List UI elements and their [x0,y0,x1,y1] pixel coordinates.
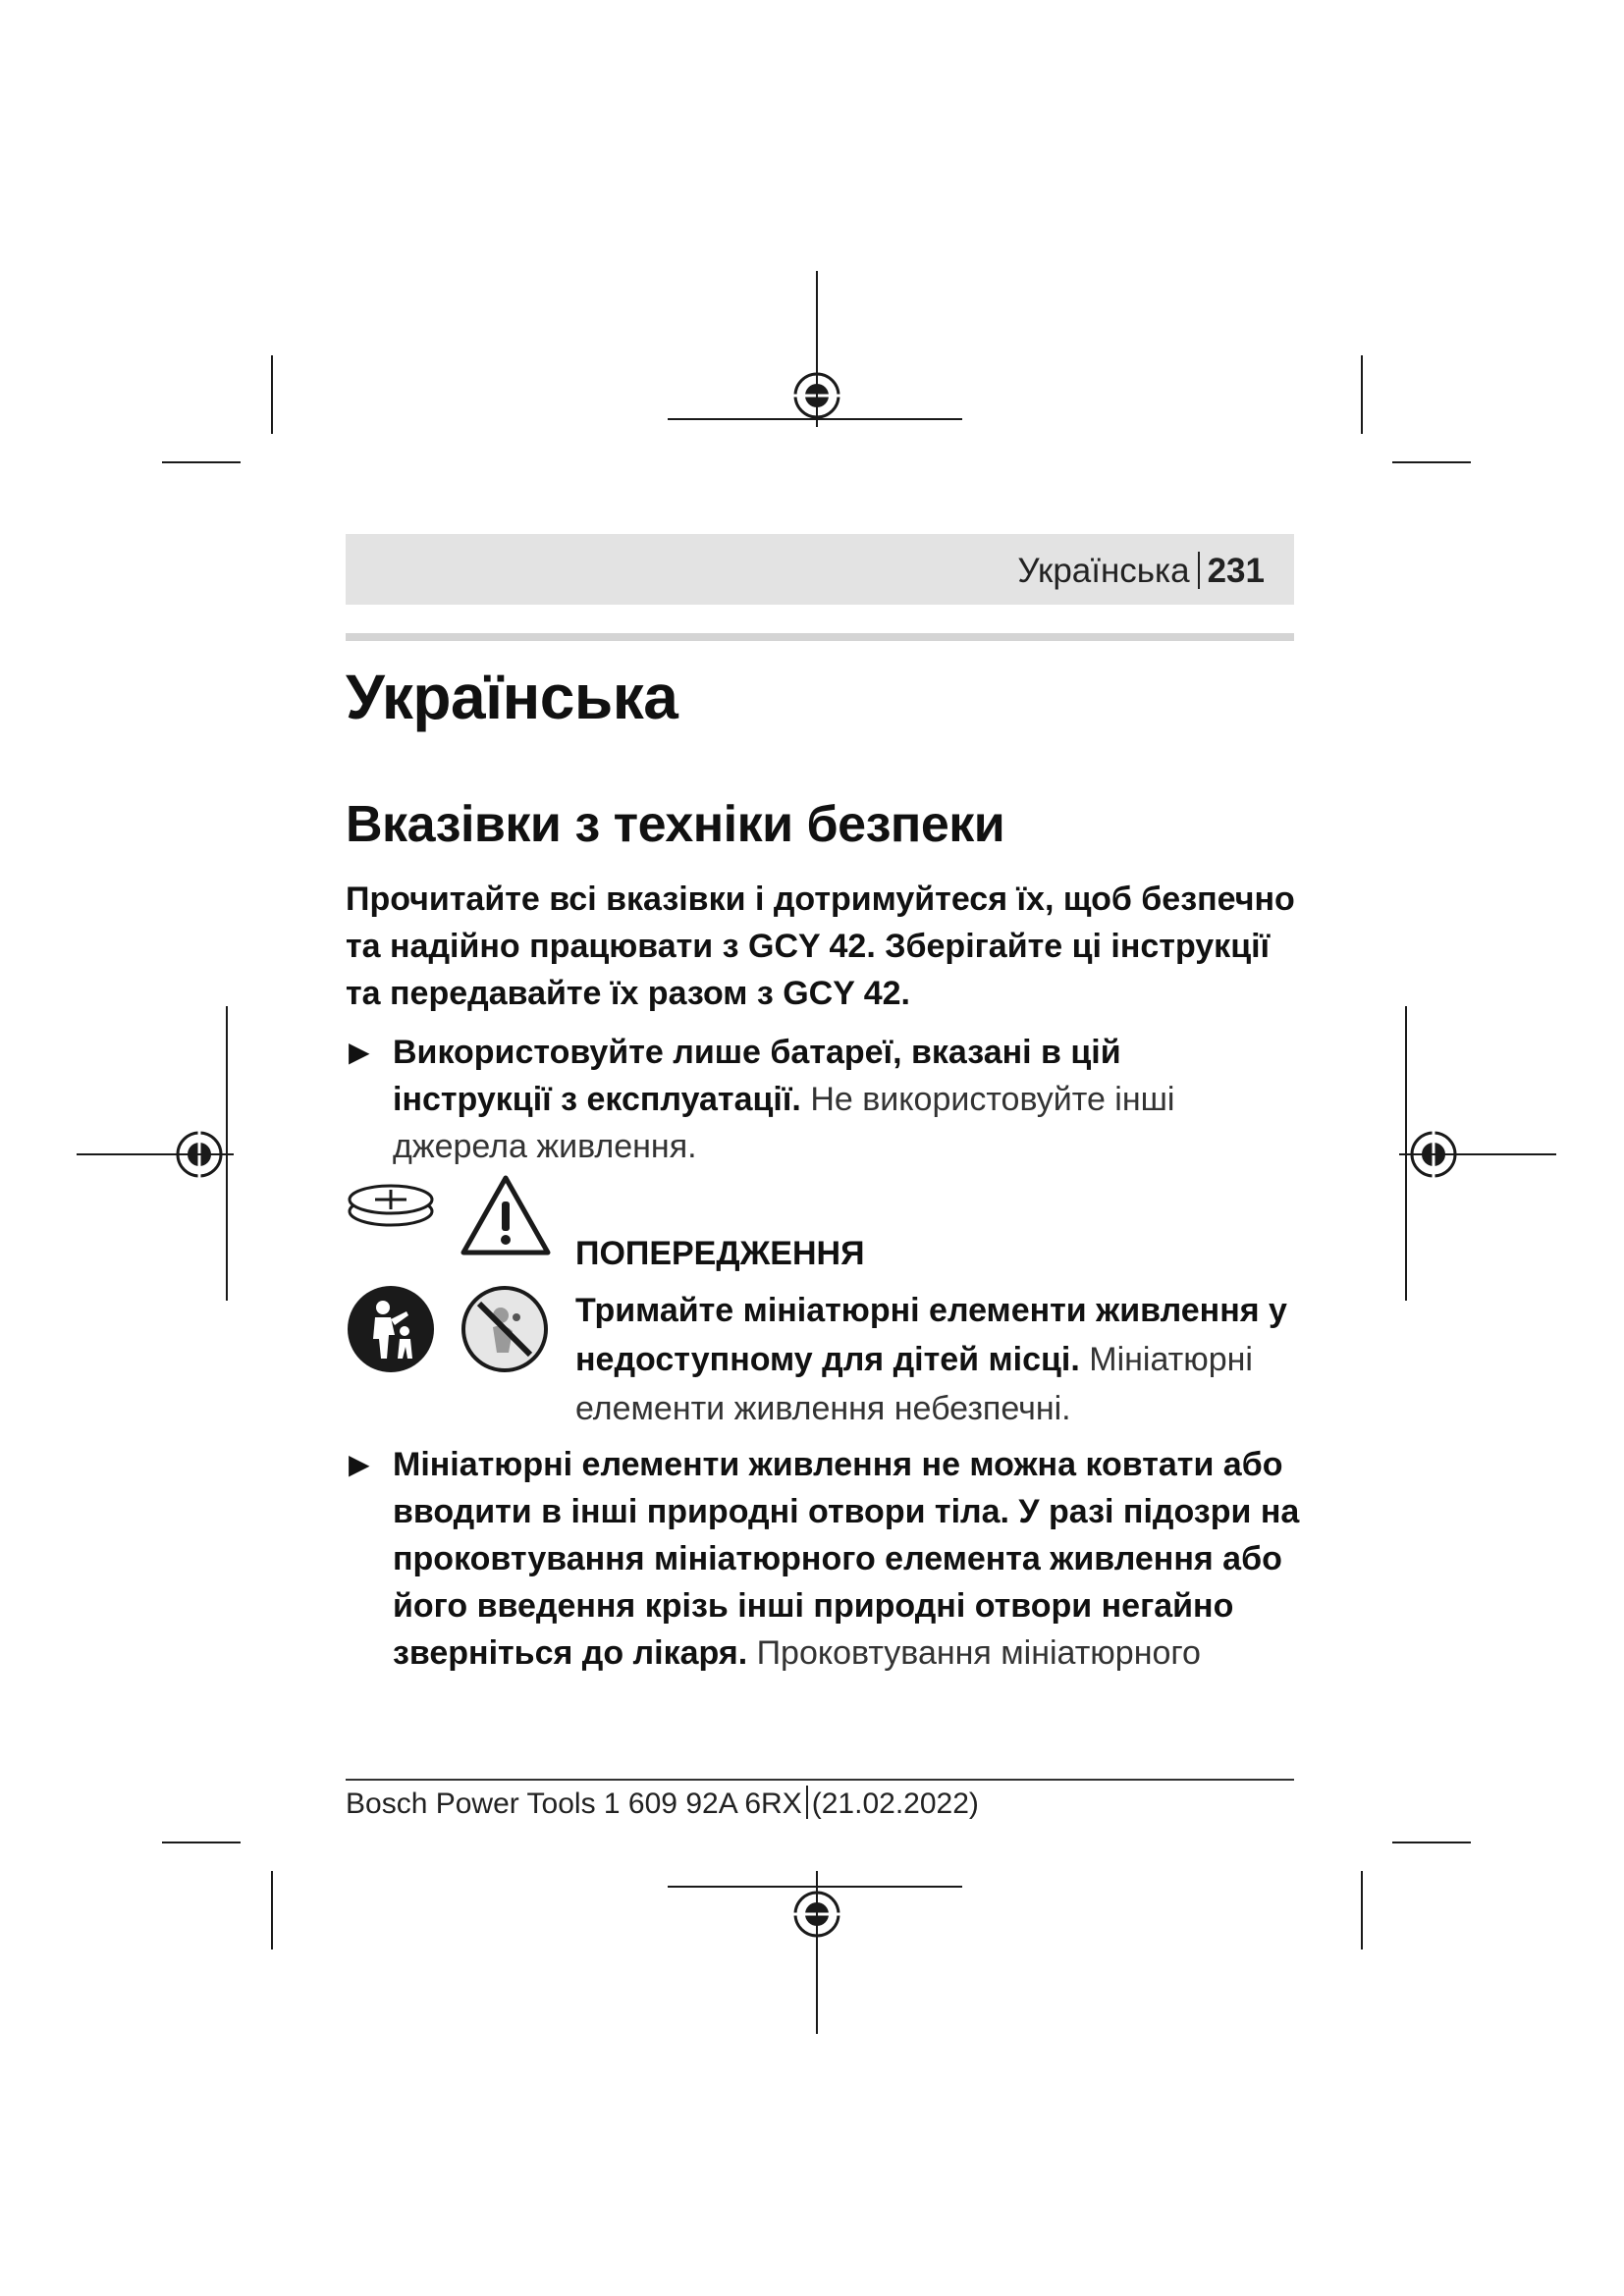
registration-mark [168,1123,231,1186]
footer-date: (21.02.2022) [811,1788,979,1820]
footer-separator [806,1786,808,1819]
bullet-body [393,1441,1321,1677]
warning-triangle-icon [460,1174,552,1256]
registration-mark [785,364,848,427]
header-rule [346,633,1294,641]
section-title: Вказівки з техніки безпеки [346,796,1005,853]
page-title: Українська [346,662,678,732]
bullet-lead: Використовуйте лише батареї, вказані в цій інструкції з експлуатації. [393,1034,1121,1118]
intro-paragraph: Прочитайте всі вказівки і дотримуйтеся їх, щоб безпечно та надійно працювати з GCY 42. Зберігайте ці інструкції та передавайте їх разом з GCY 42. [346,881,1295,1012]
warning-lead: Тримайте мініатюрні елементи живлення у недоступному для дітей місці. [575,1292,1287,1378]
header-language: Українська [1017,552,1190,590]
registration-mark [785,1883,848,1946]
footer-publisher: Bosch Power Tools 1 609 92A 6RX [346,1788,802,1820]
running-header [346,534,1294,605]
bullet-lead: Мініатюрні елементи живлення не можна ковтати або вводити в інші природні отвори тіла. У разі підозри на проковтування мініатюрного елемента живлення або його введення крізь інші природні отвори негайно зверніться до лікаря. [393,1446,1300,1672]
bullet-body [393,1029,1242,1170]
warning-text [575,1286,1322,1433]
do-not-swallow-icon [460,1284,550,1374]
keep-away-from-children-icon [346,1284,436,1374]
page-number: 231 [1207,552,1265,590]
coin-battery-icon [346,1178,436,1229]
footer [346,1785,979,1824]
header-text [1017,552,1265,589]
bullet-rest: Проковтування мініатюрного [756,1634,1201,1672]
registration-mark [1402,1123,1465,1186]
bullet-arrow-icon: ▶ [349,1037,370,1067]
bullet-rest: Не використовуйте інші джерела живлення. [393,1081,1175,1165]
header-separator [1198,552,1200,589]
warning-rest: Мініатюрні елементи живлення небезпечні. [575,1341,1253,1427]
bullet-arrow-icon: ▶ [349,1449,370,1479]
warning-label: ПОПЕРЕДЖЕННЯ [575,1235,865,1272]
footer-rule [346,1779,1294,1781]
